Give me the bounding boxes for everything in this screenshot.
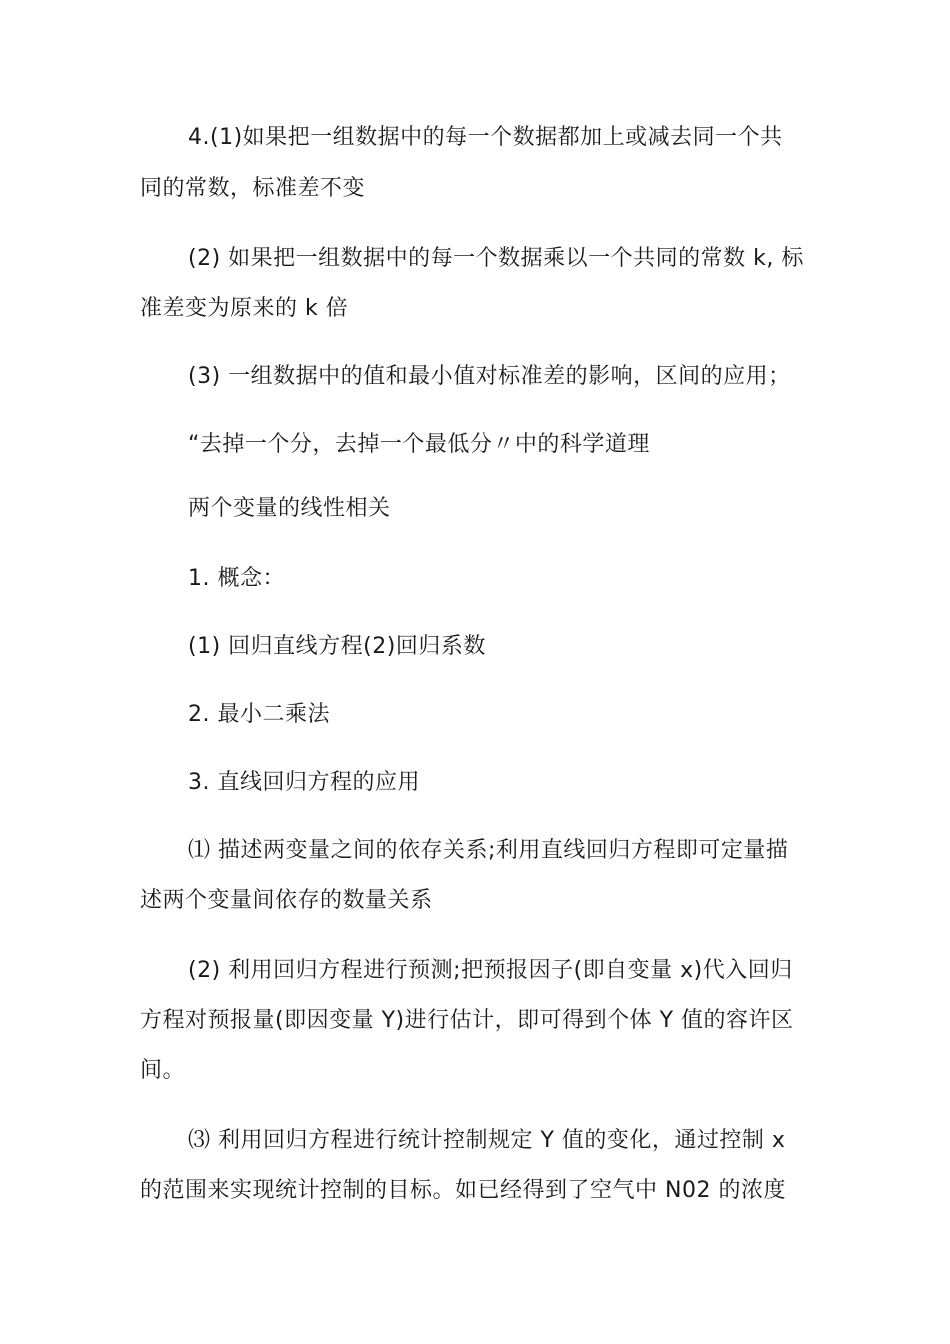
section-heading: 两个变量的线性相关 <box>188 496 391 521</box>
paragraph-line: 的范围来实现统计控制的目标。如已经得到了空气中 N02 的浓度 <box>140 1178 786 1203</box>
list-item: 2. 最小二乘法 <box>188 702 330 727</box>
list-item: 1. 概念： <box>188 566 285 591</box>
paragraph-line: (2) 利用回归方程进行预测;把预报因子(即自变量 x)代入回归 <box>188 958 793 983</box>
paragraph-line: ⑴ 描述两变量之间的依存关系;利用直线回归方程即可定量描 <box>188 838 789 863</box>
paragraph-line: ⑶ 利用回归方程进行统计控制规定 Y 值的变化，通过控制 x <box>188 1128 786 1153</box>
paragraph-line: 间。 <box>140 1058 186 1083</box>
paragraph-line: “去掉一个分，去掉一个最低分〃中的科学道理 <box>188 432 650 457</box>
paragraph-line: 4.(1)如果把一组数据中的每一个数据都加上或减去同一个共 <box>188 125 783 150</box>
list-item: 3. 直线回归方程的应用 <box>188 770 420 795</box>
paragraph-line: 准差变为原来的 k 倍 <box>140 296 349 321</box>
paragraph-line: (2) 如果把一组数据中的每一个数据乘以一个共同的常数 k, 标 <box>188 246 804 271</box>
list-item: (1) 回归直线方程(2)回归系数 <box>188 634 486 659</box>
paragraph-line: (3) 一组数据中的值和最小值对标准差的影响，区间的应用； <box>188 364 791 389</box>
paragraph-line: 方程对预报量(即因变量 Y)进行估计，即可得到个体 Y 值的容许区 <box>140 1008 794 1033</box>
paragraph-line: 述两个变量间依存的数量关系 <box>140 888 433 913</box>
paragraph-line: 同的常数，标准差不变 <box>140 176 366 201</box>
